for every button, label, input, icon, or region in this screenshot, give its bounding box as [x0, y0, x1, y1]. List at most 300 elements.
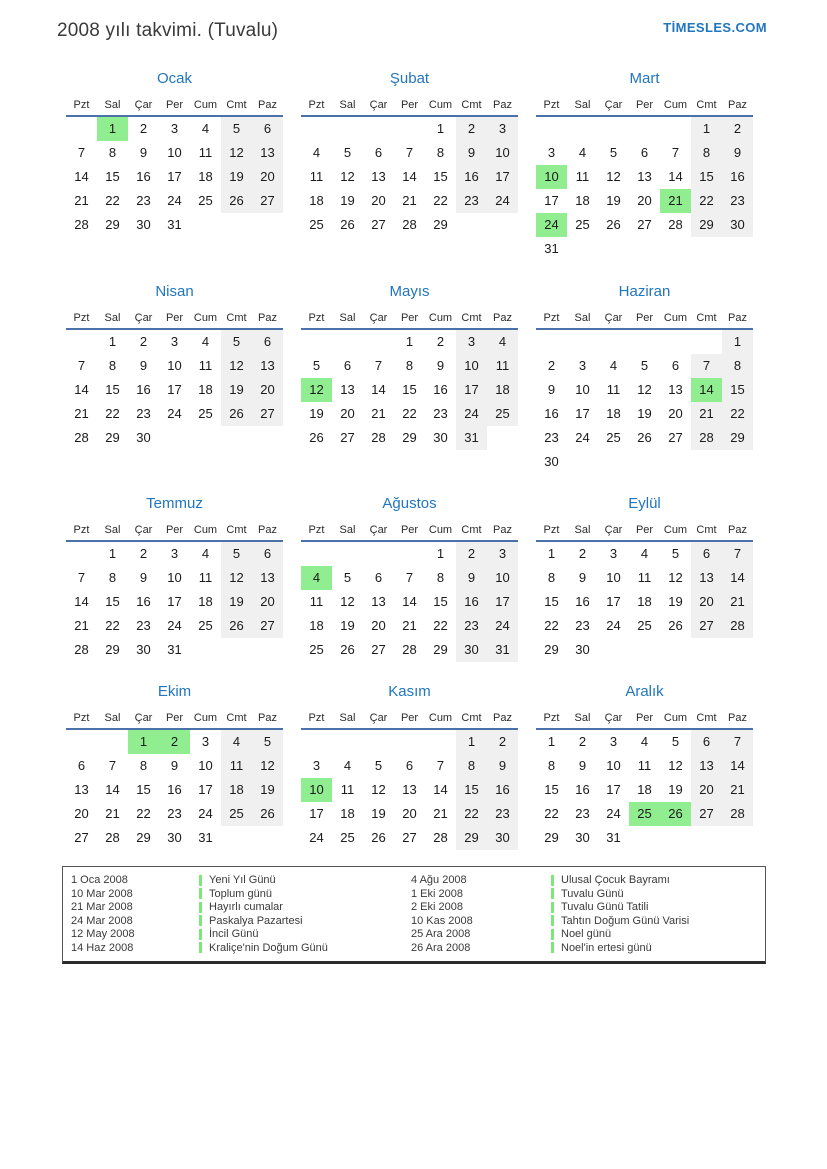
weekday-label: Per	[635, 99, 654, 111]
day-cell: 3	[170, 121, 179, 136]
day-cell: 6	[252, 117, 283, 141]
legend-holiday-name	[551, 928, 757, 941]
day-cell: 26	[221, 402, 252, 426]
day-cell: 17	[309, 806, 324, 821]
weekday-label: Pzt	[73, 99, 90, 111]
day-cell: 6	[343, 358, 352, 373]
day-cell: 30	[136, 642, 151, 657]
weekday-header-row	[536, 310, 753, 330]
month-title: Ekim	[157, 683, 192, 700]
weekday-label: Cum	[193, 524, 218, 536]
day-cell: 6	[405, 758, 414, 773]
day-cell: 25	[487, 402, 518, 426]
weekday-label: Cum	[663, 712, 688, 724]
day-cell: 8	[691, 141, 722, 165]
weekday-label: Pzt	[308, 312, 325, 324]
day-cell: 8	[547, 570, 556, 585]
day-cell: 24	[575, 430, 590, 445]
day-cell: 13	[371, 594, 386, 609]
day-cell: 6	[252, 542, 283, 566]
day-cell: 18	[198, 169, 213, 184]
month-days	[66, 117, 283, 237]
day-cell: 30	[575, 642, 590, 657]
day-cell: 13	[402, 782, 417, 797]
month-card	[536, 682, 753, 850]
day-cell: 19	[252, 778, 283, 802]
month-title: Şubat	[389, 70, 430, 87]
day-cell: 2	[547, 358, 556, 373]
day-cell: 19	[221, 165, 252, 189]
day-cell: 16	[136, 169, 151, 184]
day-cell: 29	[433, 642, 448, 657]
day-cell: 30	[433, 430, 448, 445]
day-cell: 8	[108, 358, 117, 373]
legend-date: 10 Mar 2008	[71, 887, 133, 900]
day-cell: 29	[136, 830, 151, 845]
day-cell: 5	[609, 145, 618, 160]
holiday-marker-icon	[551, 875, 554, 886]
weekday-label: Pzt	[308, 712, 325, 724]
weekday-label: Çar	[134, 712, 153, 724]
day-cell: 13	[637, 169, 652, 184]
day-cell: 9	[456, 141, 487, 165]
day-cell: 21	[691, 402, 722, 426]
day-cell: 12	[221, 141, 252, 165]
day-cell: 12	[637, 382, 652, 397]
day-cell: 22	[456, 802, 487, 826]
day-cell: 31	[544, 241, 559, 256]
month-card	[301, 69, 518, 282]
month-days	[66, 330, 283, 450]
weekday-label: Pzt	[543, 99, 560, 111]
day-cell: 3	[487, 542, 518, 566]
day-cell: 18	[309, 193, 324, 208]
year-calendar	[66, 69, 827, 850]
day-cell: 17	[575, 406, 590, 421]
day-cell: 19	[340, 618, 355, 633]
day-cell: 10	[487, 141, 518, 165]
day-cell: 4	[640, 546, 649, 561]
weekday-header-row	[66, 310, 283, 330]
page-header	[0, 0, 827, 42]
weekday-label: Pzt	[543, 312, 560, 324]
day-cell-empty	[660, 117, 691, 141]
day-cell: 11	[309, 594, 324, 609]
legend-holiday-label: İncil Günü	[209, 928, 259, 940]
weekday-label: Çar	[134, 99, 153, 111]
weekday-label: Per	[165, 712, 184, 724]
weekday-label: Çar	[604, 99, 623, 111]
legend-holiday-name	[199, 888, 411, 901]
day-cell: 5	[343, 145, 352, 160]
day-cell: 23	[456, 189, 487, 213]
day-cell-empty	[567, 330, 598, 354]
day-cell: 24	[487, 189, 518, 213]
day-cell: 14	[371, 382, 386, 397]
holiday-day-cell: 10	[301, 778, 332, 802]
month-days	[536, 117, 753, 261]
day-cell: 18	[309, 618, 324, 633]
day-cell: 8	[108, 145, 117, 160]
weekday-label: Per	[635, 712, 654, 724]
weekday-label: Sal	[339, 524, 356, 536]
day-cell: 4	[312, 145, 321, 160]
weekday-label: Sal	[574, 99, 591, 111]
day-cell: 22	[691, 189, 722, 213]
day-cell: 18	[487, 378, 518, 402]
day-cell: 26	[371, 830, 386, 845]
month-days	[536, 730, 753, 850]
day-cell: 5	[374, 758, 383, 773]
day-cell: 23	[456, 614, 487, 638]
day-cell: 30	[456, 638, 487, 662]
day-cell: 11	[221, 754, 252, 778]
day-cell: 20	[402, 806, 417, 821]
day-cell-empty	[332, 330, 363, 354]
weekday-label: Pzt	[543, 712, 560, 724]
day-cell: 2	[139, 334, 148, 349]
legend-date: 26 Ara 2008	[411, 941, 471, 954]
day-cell: 13	[74, 782, 89, 797]
weekday-label: Sal	[574, 312, 591, 324]
month-card	[301, 282, 518, 494]
day-cell: 18	[637, 782, 652, 797]
day-cell: 4	[487, 330, 518, 354]
day-cell: 12	[340, 169, 355, 184]
day-cell: 31	[167, 217, 182, 232]
day-cell-empty	[660, 330, 691, 354]
weekday-label: Paz	[493, 99, 512, 111]
day-cell: 4	[578, 145, 587, 160]
day-cell: 3	[170, 546, 179, 561]
day-cell: 27	[402, 830, 417, 845]
holiday-marker-icon	[551, 915, 554, 926]
day-cell-empty	[332, 730, 363, 754]
day-cell: 27	[252, 614, 283, 638]
day-cell: 21	[722, 590, 753, 614]
day-cell: 22	[136, 806, 151, 821]
day-cell: 14	[402, 594, 417, 609]
day-cell: 27	[74, 830, 89, 845]
holiday-marker-icon	[551, 888, 554, 899]
weekday-label: Per	[400, 524, 419, 536]
weekday-label: Pzt	[308, 524, 325, 536]
day-cell: 3	[456, 330, 487, 354]
day-cell: 2	[578, 546, 587, 561]
day-cell: 10	[167, 358, 182, 373]
legend-date: 1 Oca 2008	[71, 874, 128, 886]
day-cell: 29	[105, 217, 120, 232]
day-cell: 3	[547, 145, 556, 160]
day-cell: 18	[637, 594, 652, 609]
weekday-label: Sal	[574, 524, 591, 536]
day-cell: 22	[433, 193, 448, 208]
month-days	[301, 117, 518, 237]
weekday-label: Paz	[493, 312, 512, 324]
day-cell: 31	[606, 830, 621, 845]
weekday-label: Paz	[258, 312, 277, 324]
day-cell: 20	[691, 778, 722, 802]
legend-holiday-name	[199, 874, 411, 887]
day-cell: 25	[340, 830, 355, 845]
day-cell: 15	[456, 778, 487, 802]
day-cell: 15	[722, 378, 753, 402]
day-cell: 10	[606, 758, 621, 773]
day-cell: 22	[544, 618, 559, 633]
holiday-marker-icon	[199, 888, 202, 899]
day-cell: 22	[722, 402, 753, 426]
day-cell: 15	[105, 382, 120, 397]
day-cell: 17	[487, 590, 518, 614]
weekday-label: Çar	[369, 99, 388, 111]
day-cell: 15	[105, 594, 120, 609]
weekday-label: Cmt	[696, 712, 717, 724]
day-cell-empty	[394, 730, 425, 754]
legend-holiday-name	[199, 901, 411, 914]
weekday-label: Cmt	[461, 99, 482, 111]
weekday-label: Paz	[728, 712, 747, 724]
day-cell: 16	[433, 382, 448, 397]
day-cell: 27	[252, 402, 283, 426]
day-cell: 9	[578, 570, 587, 585]
weekday-label: Cum	[663, 99, 688, 111]
legend-date: 10 Kas 2008	[411, 914, 473, 927]
legend-date: 2 Eki 2008	[411, 901, 463, 913]
day-cell: 21	[74, 193, 89, 208]
day-cell-empty	[536, 117, 567, 141]
day-cell: 10	[575, 382, 590, 397]
day-cell: 1	[436, 546, 445, 561]
holiday-day-cell: 2	[159, 730, 190, 754]
day-cell: 10	[198, 758, 213, 773]
day-cell: 24	[606, 806, 621, 821]
month-title: Temmuz	[146, 495, 203, 512]
month-title: Eylül	[628, 495, 661, 512]
day-cell: 11	[637, 758, 652, 773]
day-cell: 12	[221, 566, 252, 590]
weekday-header-row	[301, 522, 518, 542]
day-cell: 20	[340, 406, 355, 421]
day-cell: 4	[201, 121, 210, 136]
month-days	[536, 330, 753, 474]
holiday-legend	[62, 866, 766, 964]
day-cell: 23	[136, 406, 151, 421]
month-title: Nisan	[155, 283, 194, 300]
weekday-label: Cum	[428, 312, 453, 324]
day-cell: 12	[221, 354, 252, 378]
day-cell: 14	[668, 169, 683, 184]
day-cell: 19	[668, 782, 683, 797]
weekday-label: Cmt	[226, 524, 247, 536]
day-cell: 7	[436, 758, 445, 773]
day-cell: 21	[722, 778, 753, 802]
weekday-label: Sal	[339, 99, 356, 111]
day-cell: 26	[221, 189, 252, 213]
weekday-label: Cmt	[461, 524, 482, 536]
day-cell: 4	[201, 546, 210, 561]
day-cell-empty	[301, 730, 332, 754]
day-cell: 19	[340, 193, 355, 208]
day-cell: 21	[402, 618, 417, 633]
holiday-day-cell: 21	[660, 189, 691, 213]
month-title: Haziran	[618, 283, 671, 300]
day-cell: 12	[340, 594, 355, 609]
day-cell: 4	[640, 734, 649, 749]
weekday-label: Cmt	[226, 312, 247, 324]
day-cell: 27	[691, 802, 722, 826]
weekday-label: Cum	[663, 524, 688, 536]
day-cell: 7	[77, 358, 86, 373]
day-cell: 17	[544, 193, 559, 208]
day-cell: 11	[575, 169, 590, 184]
day-cell: 8	[436, 570, 445, 585]
day-cell: 21	[371, 406, 386, 421]
day-cell: 20	[252, 165, 283, 189]
day-cell-empty	[66, 330, 97, 354]
day-cell: 17	[167, 594, 182, 609]
legend-holiday-label: Noel günü	[561, 928, 612, 940]
day-cell: 31	[167, 642, 182, 657]
day-cell: 7	[77, 145, 86, 160]
day-cell: 29	[456, 826, 487, 850]
day-cell-empty	[66, 117, 97, 141]
day-cell: 12	[371, 782, 386, 797]
site-link[interactable]: TİMESLES.COM	[663, 20, 767, 35]
day-cell-empty	[394, 117, 425, 141]
month-title: Ağustos	[382, 495, 437, 512]
day-cell-empty	[97, 730, 128, 754]
day-cell: 18	[198, 382, 213, 397]
day-cell: 14	[74, 169, 89, 184]
holiday-day-cell: 1	[128, 730, 159, 754]
day-cell: 13	[252, 566, 283, 590]
day-cell: 14	[74, 594, 89, 609]
day-cell: 13	[340, 382, 355, 397]
month-card	[66, 682, 283, 850]
holiday-day-cell: 12	[301, 378, 332, 402]
day-cell: 30	[136, 430, 151, 445]
day-cell: 16	[575, 594, 590, 609]
day-cell: 10	[167, 570, 182, 585]
day-cell: 29	[433, 217, 448, 232]
day-cell: 7	[405, 145, 414, 160]
weekday-label: Per	[165, 99, 184, 111]
day-cell: 9	[578, 758, 587, 773]
holiday-day-cell: 1	[97, 117, 128, 141]
day-cell-empty	[363, 117, 394, 141]
holiday-day-cell: 25	[629, 802, 660, 826]
weekday-header-row	[66, 710, 283, 730]
day-cell: 14	[433, 782, 448, 797]
day-cell: 3	[609, 546, 618, 561]
weekday-label: Cmt	[226, 712, 247, 724]
legend-holiday-name	[551, 874, 757, 887]
holiday-day-cell: 26	[660, 802, 691, 826]
weekday-label: Per	[165, 312, 184, 324]
day-cell: 9	[139, 145, 148, 160]
day-cell: 20	[691, 590, 722, 614]
day-cell: 23	[167, 806, 182, 821]
day-cell-empty	[332, 117, 363, 141]
month-title: Kasım	[388, 683, 431, 700]
day-cell: 16	[722, 165, 753, 189]
day-cell: 16	[544, 406, 559, 421]
day-cell: 6	[671, 358, 680, 373]
day-cell: 13	[691, 566, 722, 590]
day-cell: 22	[544, 806, 559, 821]
weekday-label: Çar	[604, 312, 623, 324]
day-cell-empty	[332, 542, 363, 566]
legend-holiday-label: Paskalya Pazartesi	[209, 914, 303, 927]
day-cell: 28	[105, 830, 120, 845]
month-card	[536, 494, 753, 682]
weekday-label: Cum	[428, 712, 453, 724]
day-cell: 19	[221, 378, 252, 402]
weekday-label: Cum	[663, 312, 688, 324]
legend-holiday-label: Kraliçe'nin Doğum Günü	[209, 941, 328, 954]
day-cell: 23	[575, 806, 590, 821]
day-cell: 24	[167, 193, 182, 208]
holiday-legend-grid	[71, 874, 757, 954]
day-cell: 26	[606, 217, 621, 232]
legend-holiday-name	[199, 928, 411, 941]
day-cell: 8	[456, 754, 487, 778]
day-cell: 25	[198, 406, 213, 421]
weekday-label: Sal	[104, 712, 121, 724]
day-cell: 17	[487, 165, 518, 189]
weekday-label: Paz	[728, 524, 747, 536]
day-cell: 16	[487, 778, 518, 802]
day-cell: 27	[252, 189, 283, 213]
day-cell: 30	[722, 213, 753, 237]
weekday-label: Çar	[369, 712, 388, 724]
day-cell: 22	[433, 618, 448, 633]
day-cell: 12	[606, 169, 621, 184]
day-cell: 31	[456, 426, 487, 450]
day-cell: 19	[668, 594, 683, 609]
day-cell: 5	[221, 330, 252, 354]
holiday-marker-icon	[199, 929, 202, 940]
day-cell: 30	[136, 217, 151, 232]
day-cell: 10	[487, 566, 518, 590]
day-cell: 25	[309, 217, 324, 232]
day-cell: 6	[77, 758, 86, 773]
page-title: 2008 yılı takvimi. (Tuvalu)	[57, 20, 279, 41]
day-cell: 6	[374, 145, 383, 160]
weekday-label: Çar	[369, 524, 388, 536]
day-cell: 14	[402, 169, 417, 184]
day-cell: 12	[668, 570, 683, 585]
month-days	[301, 330, 518, 450]
weekday-header-row	[66, 522, 283, 542]
day-cell: 26	[340, 217, 355, 232]
day-cell: 1	[547, 546, 556, 561]
month-card	[66, 69, 283, 282]
day-cell-empty	[425, 730, 456, 754]
legend-date: 25 Ara 2008	[411, 928, 471, 940]
day-cell: 24	[606, 618, 621, 633]
weekday-label: Sal	[339, 712, 356, 724]
day-cell: 2	[722, 117, 753, 141]
day-cell: 16	[136, 594, 151, 609]
weekday-label: Per	[400, 99, 419, 111]
day-cell: 24	[167, 406, 182, 421]
day-cell: 2	[456, 117, 487, 141]
day-cell-empty	[536, 330, 567, 354]
day-cell: 4	[609, 358, 618, 373]
holiday-day-cell: 4	[301, 566, 332, 590]
day-cell: 1	[108, 334, 117, 349]
